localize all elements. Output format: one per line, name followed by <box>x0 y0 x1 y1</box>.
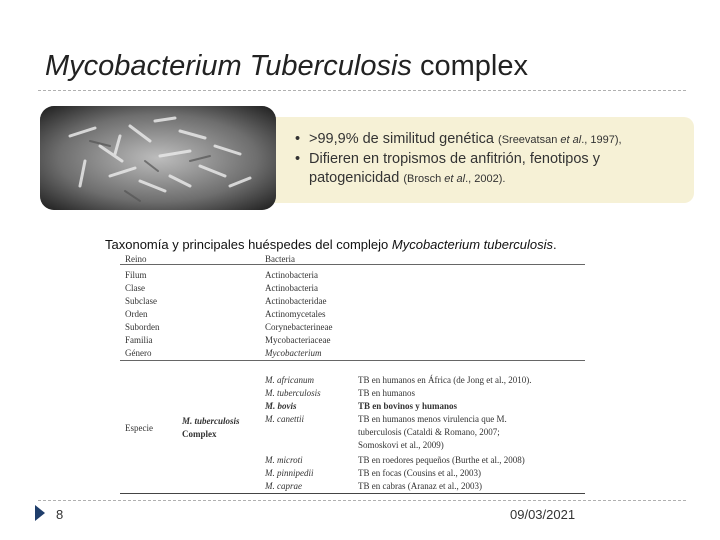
citation: (Sreevatsan et al., 1997), <box>498 134 622 146</box>
table-divider <box>120 264 585 265</box>
species-desc: tuberculosis (Cataldi & Romano, 2007; <box>358 427 500 437</box>
species-desc: TB en focas (Cousins et al., 2003) <box>358 468 481 478</box>
table-row-rank: Suborden <box>125 322 160 332</box>
micrograph-image <box>40 106 276 210</box>
bullet-list <box>295 130 695 189</box>
title-divider <box>38 90 686 91</box>
species-label: Especie <box>125 423 153 433</box>
table-row-value: Bacteria <box>265 254 295 264</box>
table-row-rank: Orden <box>125 309 148 319</box>
table-row-rank: Clase <box>125 283 145 293</box>
slide-date: 09/03/2021 <box>510 507 576 522</box>
table-row-value: Actinobacteria <box>265 270 318 280</box>
slide-title <box>45 50 528 83</box>
taxonomy-table <box>120 253 585 495</box>
species-name: M. microti <box>265 455 303 465</box>
table-row-value: Mycobacteriaceae <box>265 335 331 345</box>
table-row-value: Actinobacteria <box>265 283 318 293</box>
micrograph-graphic <box>40 106 276 210</box>
table-row-value: Actinomycetales <box>265 309 326 319</box>
bullet-item: • Difieren en tropismos de anfitrión, fenotipos y <box>295 150 695 169</box>
species-name: M. canettii <box>265 414 304 424</box>
table-caption: Taxonomía y principales huéspedes del complejo Mycobacterium tuberculosis. <box>105 237 557 252</box>
table-row-value: Actinobacteridae <box>265 296 327 306</box>
bullet-item: • >99,9% de similitud genética (Sreevatsan et al., 1997), <box>295 130 695 150</box>
species-desc: TB en roedores pequeños (Burthe et al., 2008) <box>358 455 525 465</box>
species-desc: Somoskovi et al., 2009) <box>358 440 444 450</box>
species-desc: TB en humanos menos virulencia que M. <box>358 414 507 424</box>
table-divider <box>120 360 585 361</box>
table-row-rank: Filum <box>125 270 147 280</box>
species-desc: TB en humanos en África (de Jong et al., 2010). <box>358 375 532 385</box>
table-row-rank: Familia <box>125 335 153 345</box>
slide-title-rest: complex <box>411 50 528 82</box>
table-divider <box>120 493 585 494</box>
table-row-value: Mycobacterium <box>265 348 322 358</box>
table-row-rank: Reino <box>125 254 147 264</box>
complex-label-rest: Complex <box>182 429 217 439</box>
table-row-rank: Género <box>125 348 152 358</box>
table-row-value: Corynebacterineae <box>265 322 333 332</box>
slide-title-italic: Mycobacterium Tuberculosis <box>45 50 412 82</box>
bullet-continuation: patogenicidad (Brosch et al., 2002). <box>309 170 506 186</box>
complex-label: M. tuberculosis <box>182 416 240 426</box>
species-name: M. africanum <box>265 375 314 385</box>
species-name: M. pinnipedii <box>265 468 314 478</box>
citation: (Brosch et al., 2002). <box>403 173 506 185</box>
footer-divider <box>38 500 686 501</box>
species-name: M. caprae <box>265 481 302 491</box>
species-name: M. tuberculosis <box>265 388 321 398</box>
arrow-right-icon <box>35 505 45 521</box>
species-name: M. bovis <box>265 401 297 411</box>
species-desc: TB en bovinos y humanos <box>358 401 458 411</box>
page-number: 8 <box>56 507 64 522</box>
table-row-rank: Subclase <box>125 296 157 306</box>
species-desc: TB en humanos <box>358 388 415 398</box>
species-desc: TB en cabras (Aranaz et al., 2003) <box>358 481 482 491</box>
